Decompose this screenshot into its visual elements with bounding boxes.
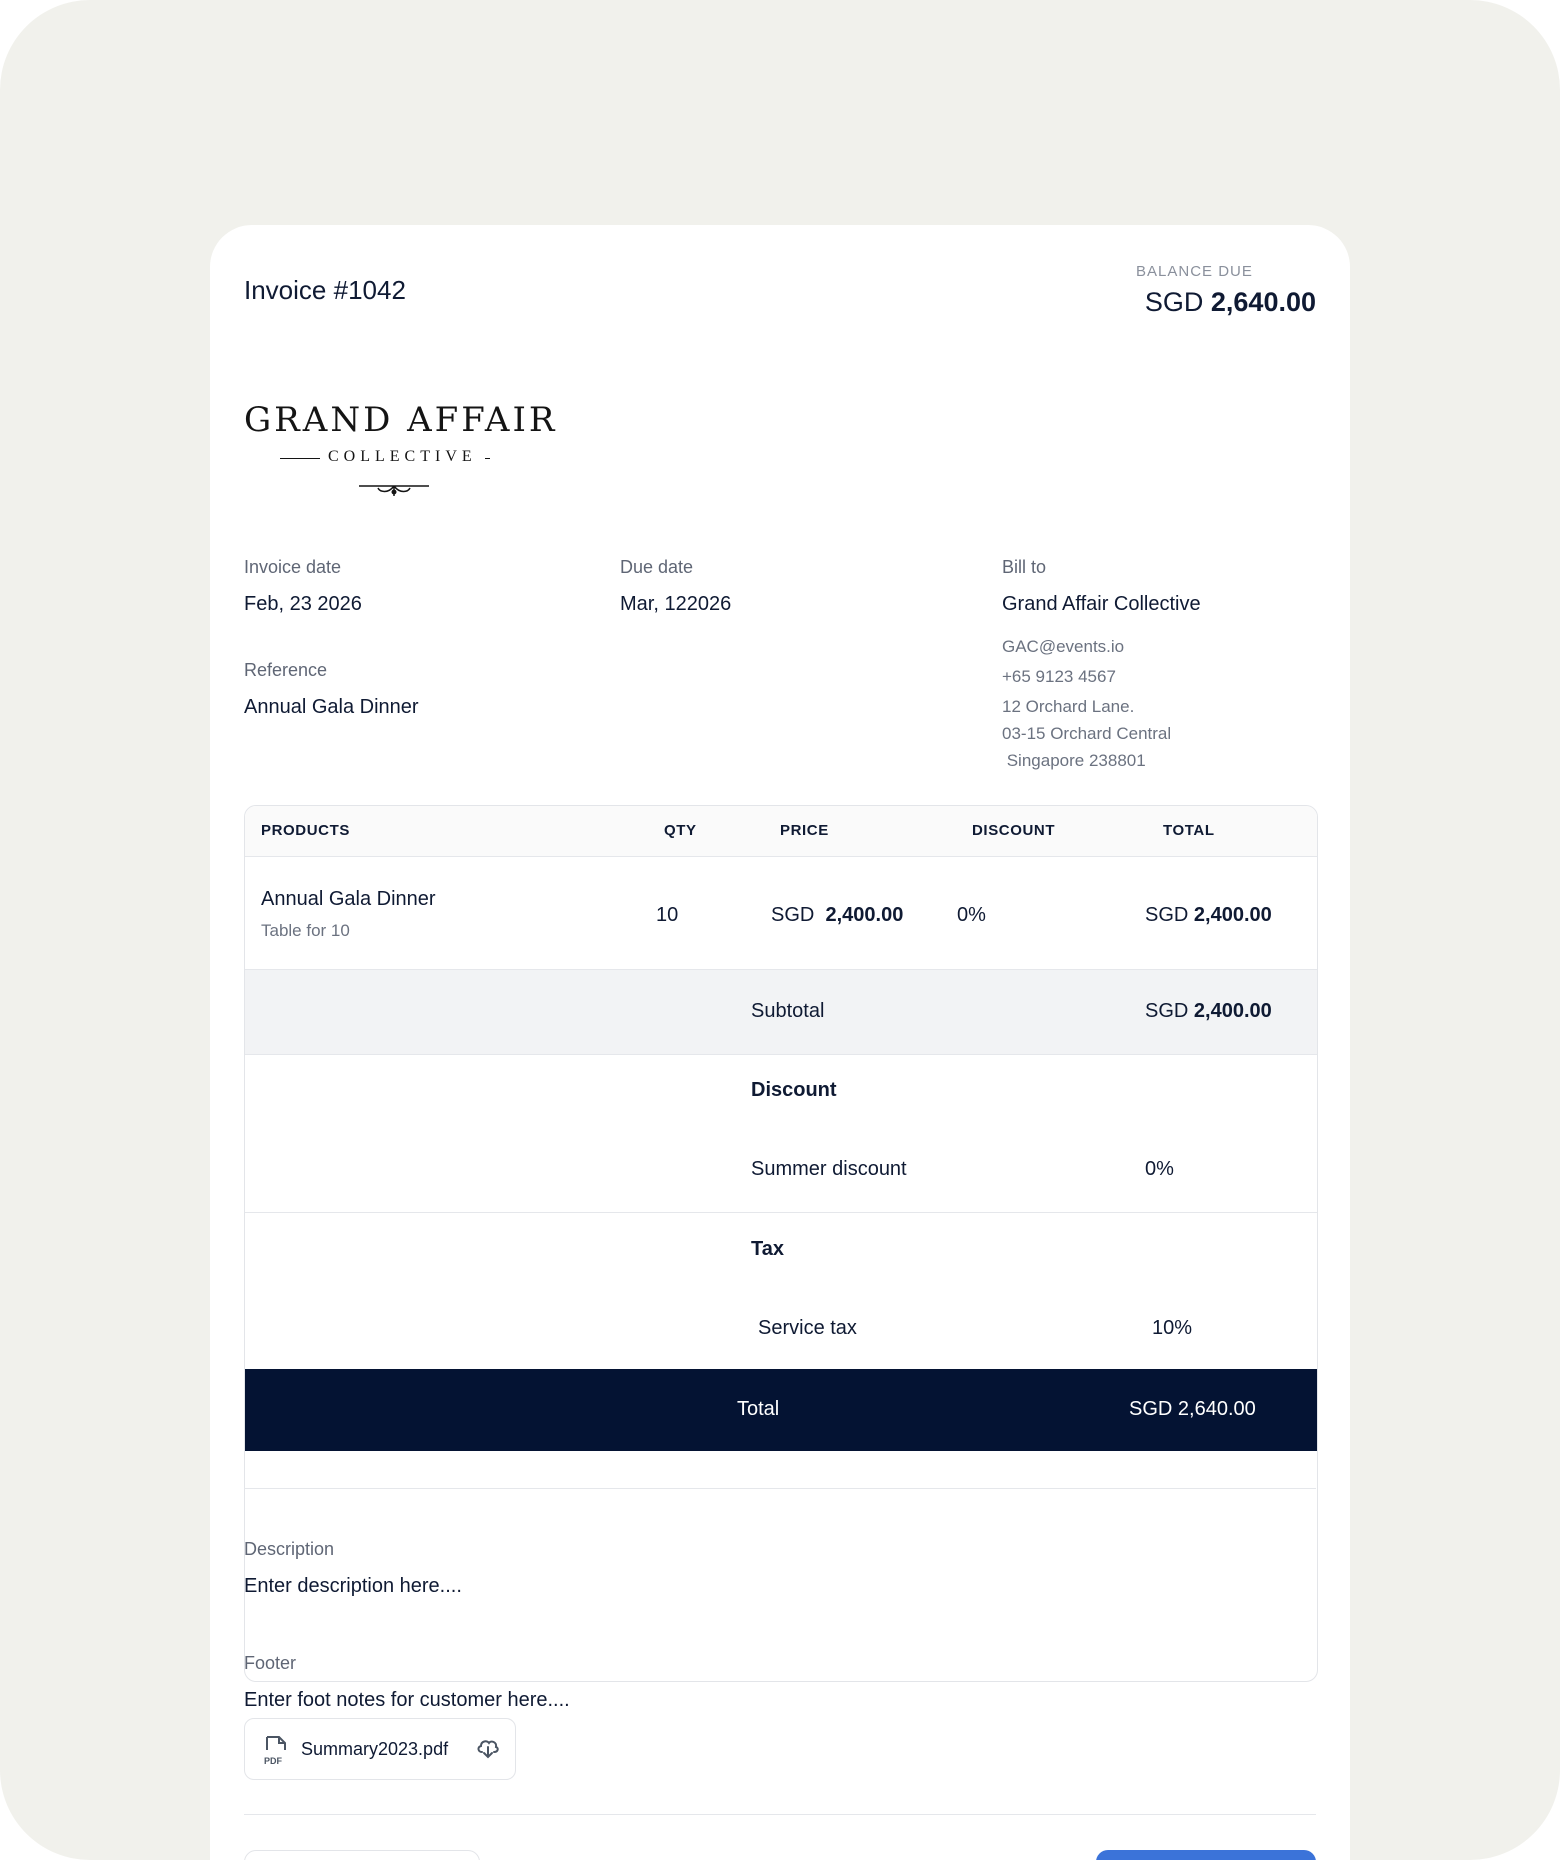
balance-value: 2,640.00 bbox=[1210, 287, 1316, 317]
bill-to-address-line2: 03-15 Orchard Central bbox=[1002, 724, 1172, 743]
item-subtitle: Table for 10 bbox=[261, 921, 350, 940]
item-price-value: 2,400.00 bbox=[825, 904, 904, 926]
item-discount: 0% bbox=[957, 904, 986, 926]
bill-to-name: Grand Affair Collective bbox=[1002, 593, 1201, 615]
invoice-date-label: Invoice date bbox=[244, 557, 342, 577]
discount-item-value: 0% bbox=[1145, 1158, 1174, 1180]
bill-to-address-line1: 12 Orchard Lane. bbox=[1002, 697, 1135, 716]
table-row bbox=[245, 857, 1317, 969]
subtotal-row bbox=[245, 969, 1317, 1055]
item-qty: 10 bbox=[656, 904, 679, 926]
logo-main-text: GRAND AFFAIR bbox=[244, 400, 558, 440]
invoice-date-value: Feb, 23 2026 bbox=[244, 593, 362, 615]
primary-action-button[interactable] bbox=[1096, 1850, 1316, 1860]
pdf-type-label: PDF bbox=[264, 1756, 282, 1766]
col-discount: DISCOUNT bbox=[972, 822, 1056, 839]
subtotal-amount bbox=[1145, 1000, 1272, 1023]
due-date-label: Due date bbox=[620, 557, 694, 577]
tax-item-label: Service tax bbox=[758, 1317, 857, 1339]
discount-item-label: Summer discount bbox=[751, 1158, 907, 1180]
invoice-table bbox=[244, 805, 1318, 1682]
col-products: PRODUCTS bbox=[261, 822, 350, 839]
item-price-currency: SGD bbox=[771, 904, 815, 926]
company-logo bbox=[244, 400, 558, 520]
secondary-action-button[interactable] bbox=[244, 1850, 480, 1860]
bill-to-address-line3: Singapore 238801 bbox=[1002, 751, 1146, 770]
balance-due-label: BALANCE DUE bbox=[1136, 263, 1253, 280]
subtotal-currency: SGD bbox=[1145, 1000, 1189, 1022]
balance-due-amount bbox=[1145, 287, 1316, 318]
total-amount: SGD 2,640.00 bbox=[1129, 1398, 1256, 1420]
section-divider bbox=[244, 1488, 1316, 1489]
subtotal-label: Subtotal bbox=[751, 1000, 825, 1022]
table-header bbox=[245, 806, 1317, 857]
bill-to-email: GAC@events.io bbox=[1002, 637, 1125, 656]
discount-heading: Discount bbox=[751, 1079, 837, 1101]
bill-to-label: Bill to bbox=[1002, 557, 1047, 577]
item-name: Annual Gala Dinner bbox=[261, 888, 436, 910]
attachment-filename: Summary2023.pdf bbox=[301, 1739, 449, 1759]
logo-sub-text: COLLECTIVE bbox=[320, 448, 485, 466]
description-input[interactable]: Enter description here.... bbox=[244, 1575, 462, 1597]
footer-label: Footer bbox=[244, 1653, 297, 1673]
cloud-download-icon[interactable] bbox=[476, 1737, 500, 1764]
invoice-title: Invoice #1042 bbox=[244, 275, 406, 305]
total-label: Total bbox=[737, 1398, 780, 1420]
reference-label: Reference bbox=[244, 660, 328, 680]
col-qty: QTY bbox=[664, 822, 697, 839]
subtotal-value: 2,400.00 bbox=[1193, 1000, 1272, 1022]
tax-heading: Tax bbox=[751, 1238, 784, 1260]
tax-section bbox=[245, 1212, 1317, 1369]
ornament-icon bbox=[354, 480, 434, 500]
item-total-value: 2,400.00 bbox=[1193, 904, 1272, 926]
item-total-currency: SGD bbox=[1145, 904, 1189, 926]
bill-to-phone: +65 9123 4567 bbox=[1002, 667, 1116, 686]
item-price bbox=[771, 904, 903, 927]
tax-item-value: 10% bbox=[1152, 1317, 1193, 1339]
footer-divider bbox=[244, 1814, 1316, 1815]
total-row bbox=[245, 1369, 1317, 1451]
description-label: Description bbox=[244, 1539, 335, 1559]
footer-input[interactable]: Enter foot notes for customer here.... bbox=[244, 1689, 570, 1711]
due-date-value: Mar, 122026 bbox=[620, 593, 732, 615]
reference-value: Annual Gala Dinner bbox=[244, 696, 419, 718]
item-total bbox=[1145, 904, 1272, 927]
balance-currency: SGD bbox=[1144, 287, 1204, 317]
discount-section bbox=[245, 1054, 1317, 1211]
invoice-card bbox=[210, 225, 1350, 1860]
attachment-chip[interactable] bbox=[244, 1718, 516, 1780]
col-price: PRICE bbox=[780, 822, 829, 839]
col-total: TOTAL bbox=[1163, 822, 1215, 839]
